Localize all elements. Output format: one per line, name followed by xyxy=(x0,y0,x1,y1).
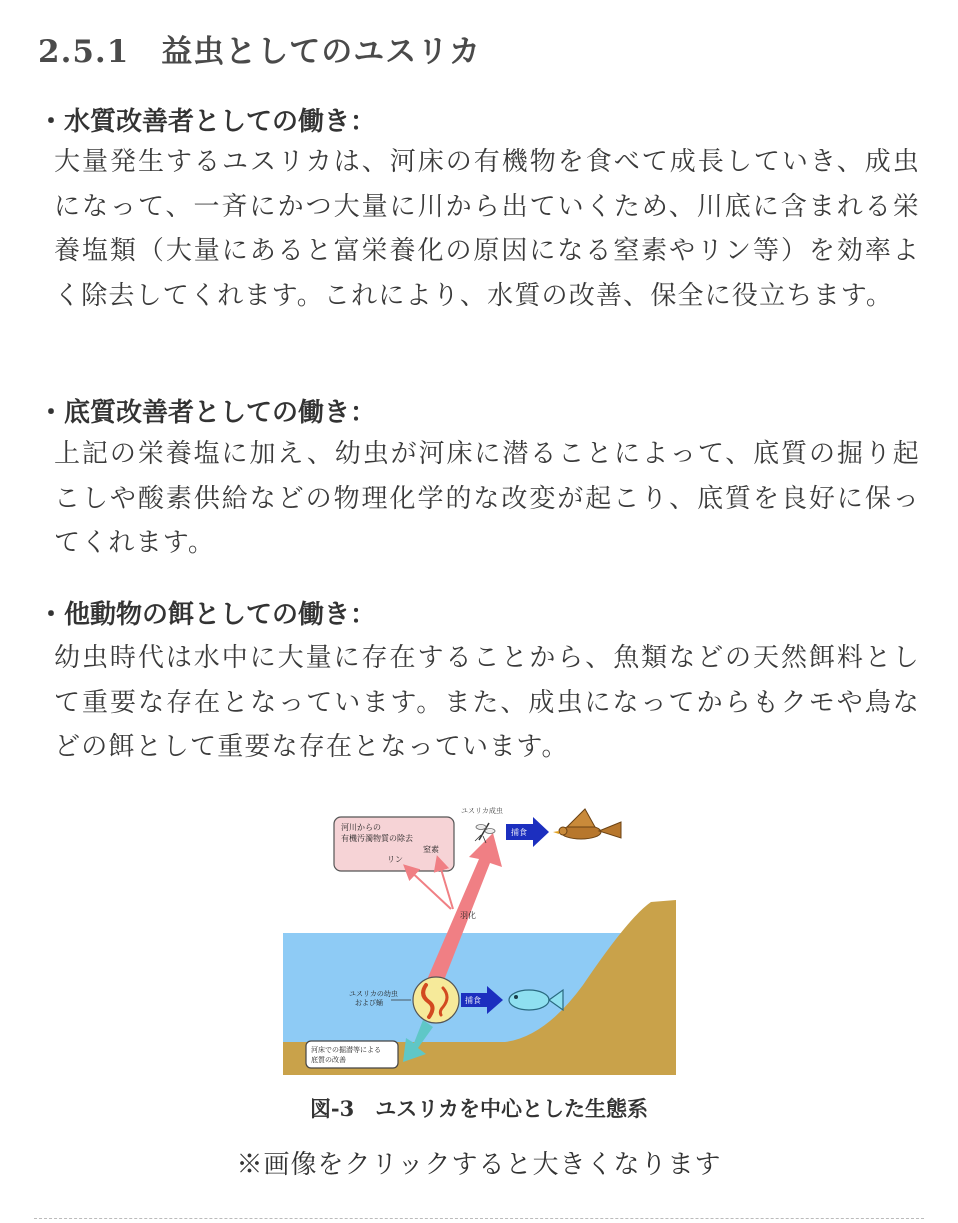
item-heading-food-source: ・他動物の餌としての働き： xyxy=(38,600,377,630)
figure-caption: 図-3 ユスリカを中心とした生態系 xyxy=(309,1096,649,1121)
predation-top-label: 捕食 xyxy=(511,828,527,837)
larva-label-line1: ユスリカの幼虫 xyxy=(349,990,398,998)
substrate-box-line2: 底質の改善 xyxy=(311,1056,346,1064)
predation-bottom-label: 捕食 xyxy=(465,996,481,1005)
dashed-divider xyxy=(34,1218,924,1219)
larva-label-line2: および蛹 xyxy=(355,999,383,1007)
nitrogen-label: 窒素 xyxy=(423,845,439,854)
phosphorus-arrow xyxy=(406,867,451,909)
bird-icon xyxy=(553,809,621,839)
removal-box-line2: 有機汚濁物質の除去 xyxy=(341,834,413,843)
item-body-water-quality: 大量発生するユスリカは、河床の有機物を食べて成長していき、成虫になって、一斉にかつ大量に川から出ていくため、川底に含まれる栄養塩類（大量にあると富栄養化の原因になる窒素やリン等）を効率よく除去してくれます。これにより、水質の改善、保全に役立ちます。 xyxy=(54,147,920,311)
section-title: 2.5.1 益虫としてのユスリカ xyxy=(38,34,481,70)
item-body-substrate: 上記の栄養塩に加え、幼虫が河床に潜ることによって、底質の掘り起こしや酸素供給などの物理化学的な改変が起こり、底質を良好に保ってくれます。 xyxy=(54,439,920,558)
substrate-box-line1: 河床での掘潜等による xyxy=(311,1046,381,1054)
larva-circle xyxy=(413,977,459,1023)
ecosystem-diagram xyxy=(283,805,676,1075)
item-heading-water-quality: ・水質改善者としての働き： xyxy=(38,107,377,137)
click-to-enlarge-note: ※画像をクリックすると大きくなります xyxy=(236,1150,722,1180)
adult-midge-label: ユスリカ成虫 xyxy=(461,807,503,815)
ecosystem-figure[interactable] xyxy=(283,805,676,1075)
emergence-label: 羽化 xyxy=(460,911,476,920)
phosphorus-label: リン xyxy=(387,855,403,864)
removal-box-line1: 河川からの xyxy=(341,823,381,832)
item-heading-substrate: ・底質改善者としての働き： xyxy=(38,398,377,428)
item-body-food-source: 幼虫時代は水中に大量に存在することから、魚類などの天然餌料として重要な存在となっています。また、成虫になってからもクモや鳥などの餌として重要な存在となっています。 xyxy=(54,643,920,762)
